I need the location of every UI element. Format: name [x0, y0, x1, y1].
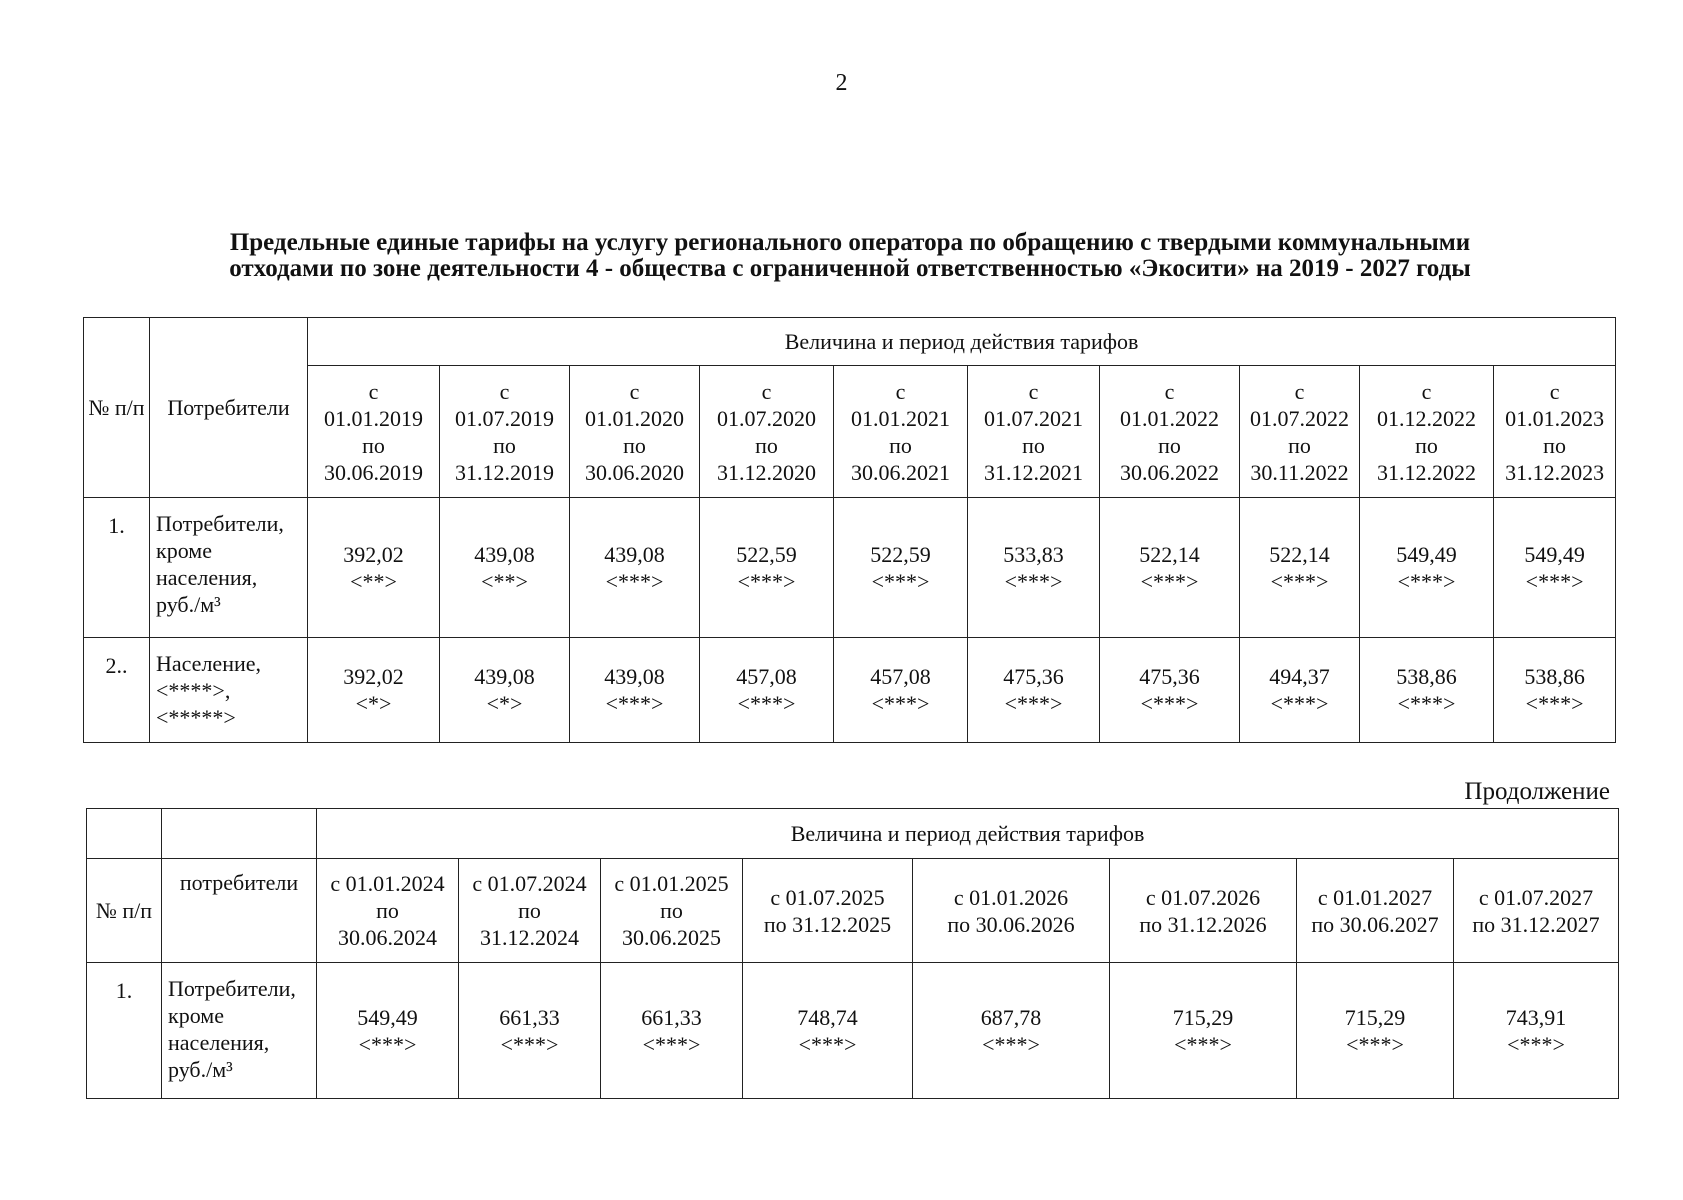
tariff-cell: 715,29 <***> — [1110, 963, 1297, 1099]
row-number: 1. — [87, 963, 162, 1099]
tariff-cell: 538,86 <***> — [1360, 638, 1494, 743]
period-header: с 01.01.2020 по 30.06.2020 — [570, 366, 700, 498]
consumer-label: Население, <****>, <*****> — [150, 638, 308, 743]
tariff-table-2019-2023 — [83, 317, 1616, 743]
tariff-cell: 439,08 <***> — [570, 498, 700, 638]
tariff-cell: 522,59 <***> — [834, 498, 968, 638]
tariff-cell: 522,14 <***> — [1240, 498, 1360, 638]
period-header: с 01.07.2024 по 31.12.2024 — [459, 859, 601, 963]
table-row — [84, 498, 1616, 638]
tariff-table-2024-2027 — [86, 808, 1619, 1099]
continuation-label: Продолжение — [1464, 778, 1610, 805]
period-header: с 01.07.2026 по 31.12.2026 — [1110, 859, 1297, 963]
tariff-cell: 475,36 <***> — [1100, 638, 1240, 743]
col-num-header: № п/п — [87, 859, 162, 963]
col-num-header: № п/п — [84, 318, 150, 498]
tariff-cell: 661,33 <***> — [459, 963, 601, 1099]
period-header: с 01.07.2025 по 31.12.2025 — [743, 859, 913, 963]
title-line-2: отходами по зоне деятельности 4 - общества с ограниченной ответственностью «Экосити» на 2019 - 2027 годы — [229, 255, 1471, 282]
tariff-cell: 549,49 <***> — [1494, 498, 1616, 638]
tariff-cell: 748,74 <***> — [743, 963, 913, 1099]
period-header: с 01.07.2027 по 31.12.2027 — [1454, 859, 1619, 963]
blank-header-cell — [87, 809, 162, 859]
tariff-cell: 439,08 <**> — [440, 498, 570, 638]
col-consumers-header: Потребители — [150, 318, 308, 498]
tariff-cell: 538,86 <***> — [1494, 638, 1616, 743]
tariff-cell: 715,29 <***> — [1297, 963, 1454, 1099]
tariff-cell: 392,02 <**> — [308, 498, 440, 638]
col-consumers-header: потребители — [162, 859, 317, 963]
period-header: с 01.01.2027 по 30.06.2027 — [1297, 859, 1454, 963]
consumer-label: Потребители, кроме населения, руб./м³ — [150, 498, 308, 638]
period-header: с 01.07.2022 по 30.11.2022 — [1240, 366, 1360, 498]
tariff-cell: 743,91 <***> — [1454, 963, 1619, 1099]
table-row — [87, 963, 1619, 1099]
tariff-cell: 457,08 <***> — [834, 638, 968, 743]
page-number: 2 — [835, 70, 848, 96]
period-header: с 01.07.2021 по 31.12.2021 — [968, 366, 1100, 498]
period-header: с 01.01.2022 по 30.06.2022 — [1100, 366, 1240, 498]
period-header: с 01.07.2020 по 31.12.2020 — [700, 366, 834, 498]
period-header: с 01.12.2022 по 31.12.2022 — [1360, 366, 1494, 498]
table-row — [84, 638, 1616, 743]
period-header: с 01.01.2025 по 30.06.2025 — [601, 859, 743, 963]
tariff-cell: 522,14 <***> — [1100, 498, 1240, 638]
tariff-cell: 494,37 <***> — [1240, 638, 1360, 743]
group-header: Величина и период действия тарифов — [317, 809, 1619, 859]
group-header: Величина и период действия тарифов — [308, 318, 1616, 366]
tariff-cell: 522,59 <***> — [700, 498, 834, 638]
tariff-cell: 549,49 <***> — [1360, 498, 1494, 638]
tariff-cell: 439,08 <*> — [440, 638, 570, 743]
title-line-1: Предельные единые тарифы на услугу регионального оператора по обращению с твердыми коммунальными — [229, 229, 1471, 256]
document-title — [100, 230, 1600, 282]
tariff-cell: 687,78 <***> — [913, 963, 1110, 1099]
consumer-label: Потребители, кроме населения, руб./м³ — [162, 963, 317, 1099]
period-header: с 01.01.2024 по 30.06.2024 — [317, 859, 459, 963]
tariff-cell: 457,08 <***> — [700, 638, 834, 743]
tariff-cell: 475,36 <***> — [968, 638, 1100, 743]
period-header: с 01.01.2021 по 30.06.2021 — [834, 366, 968, 498]
row-number: 2.. — [84, 638, 150, 743]
tariff-cell: 661,33 <***> — [601, 963, 743, 1099]
row-number: 1. — [84, 498, 150, 638]
tariff-cell: 533,83 <***> — [968, 498, 1100, 638]
tariff-cell: 439,08 <***> — [570, 638, 700, 743]
blank-header-cell — [162, 809, 317, 859]
period-header: с 01.07.2019 по 31.12.2019 — [440, 366, 570, 498]
tariff-cell: 549,49 <***> — [317, 963, 459, 1099]
period-header: с 01.01.2023 по 31.12.2023 — [1494, 366, 1616, 498]
tariff-cell: 392,02 <*> — [308, 638, 440, 743]
period-header: с 01.01.2019 по 30.06.2019 — [308, 366, 440, 498]
period-header: с 01.01.2026 по 30.06.2026 — [913, 859, 1110, 963]
